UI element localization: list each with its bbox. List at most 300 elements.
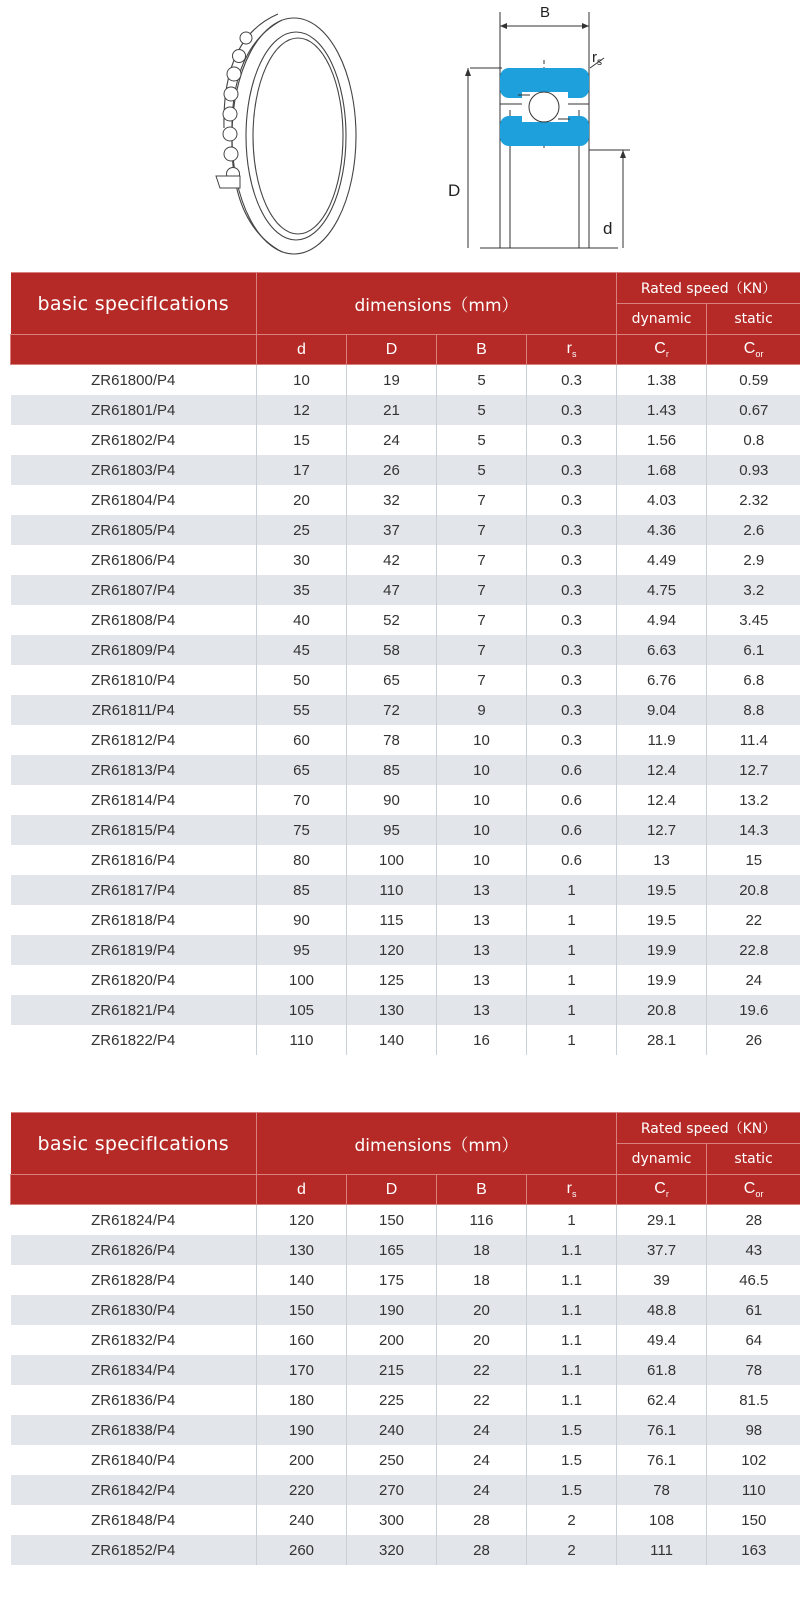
cell-B: 18 xyxy=(437,1265,527,1295)
cell-dynamic: 61.8 xyxy=(617,1355,707,1385)
cell-dynamic: 49.4 xyxy=(617,1325,707,1355)
cell-B: 5 xyxy=(437,455,527,485)
cell-static: 22.8 xyxy=(707,935,800,965)
cell-d: 140 xyxy=(257,1265,347,1295)
cell-D: 78 xyxy=(347,725,437,755)
cell-spec: ZR61810/P4 xyxy=(11,665,257,695)
cell-rs: 1.5 xyxy=(527,1475,617,1505)
cell-B: 24 xyxy=(437,1445,527,1475)
label-rs: $r_s$ xyxy=(592,49,602,68)
cell-static: 110 xyxy=(707,1475,800,1505)
table-row xyxy=(11,755,800,785)
cell-spec: ZR61812/P4 xyxy=(11,725,257,755)
cell-rs: 0.3 xyxy=(527,605,617,635)
cell-dynamic: 28.1 xyxy=(617,1025,707,1055)
header-col-D: D xyxy=(347,335,437,365)
cell-d: 200 xyxy=(257,1445,347,1475)
cell-D: 32 xyxy=(347,485,437,515)
table-row xyxy=(11,905,800,935)
cell-D: 120 xyxy=(347,935,437,965)
cell-static: 0.67 xyxy=(707,395,800,425)
cell-D: 95 xyxy=(347,815,437,845)
cell-spec: ZR61832/P4 xyxy=(11,1325,257,1355)
cell-spec: ZR61840/P4 xyxy=(11,1445,257,1475)
cell-D: 21 xyxy=(347,395,437,425)
cell-rs: 0.3 xyxy=(527,635,617,665)
cell-spec: ZR61806/P4 xyxy=(11,545,257,575)
cell-rs: 0.3 xyxy=(527,545,617,575)
spec-table-1 xyxy=(10,272,800,1055)
header-col-cr: $C_r$ xyxy=(617,1175,707,1205)
table-row xyxy=(11,1025,800,1055)
cell-rs: 0.3 xyxy=(527,365,617,396)
table-row xyxy=(11,575,800,605)
cell-rs: 1.5 xyxy=(527,1445,617,1475)
cell-B: 116 xyxy=(437,1205,527,1236)
cell-dynamic: 6.63 xyxy=(617,635,707,665)
header-col-cor: $C_{or}$ xyxy=(707,335,800,365)
cell-d: 120 xyxy=(257,1205,347,1236)
cell-dynamic: 13 xyxy=(617,845,707,875)
cell-static: 14.3 xyxy=(707,815,800,845)
cell-dynamic: 39 xyxy=(617,1265,707,1295)
cell-D: 150 xyxy=(347,1205,437,1236)
cell-B: 22 xyxy=(437,1355,527,1385)
cell-D: 100 xyxy=(347,845,437,875)
table-row xyxy=(11,785,800,815)
cell-d: 17 xyxy=(257,455,347,485)
cell-static: 0.59 xyxy=(707,365,800,396)
cell-B: 7 xyxy=(437,575,527,605)
cell-rs: 0.6 xyxy=(527,815,617,845)
cell-dynamic: 76.1 xyxy=(617,1415,707,1445)
cell-dynamic: 19.5 xyxy=(617,905,707,935)
cell-d: 70 xyxy=(257,785,347,815)
cell-dynamic: 4.36 xyxy=(617,515,707,545)
cell-d: 105 xyxy=(257,995,347,1025)
cell-rs: 0.3 xyxy=(527,515,617,545)
bearing-cross-section-diagram xyxy=(440,0,650,262)
table-row xyxy=(11,665,800,695)
cell-D: 225 xyxy=(347,1385,437,1415)
cell-static: 81.5 xyxy=(707,1385,800,1415)
cell-spec: ZR61830/P4 xyxy=(11,1295,257,1325)
cell-D: 85 xyxy=(347,755,437,785)
cell-static: 24 xyxy=(707,965,800,995)
cell-d: 80 xyxy=(257,845,347,875)
cell-rs: 0.3 xyxy=(527,725,617,755)
cell-dynamic: 12.4 xyxy=(617,785,707,815)
cell-B: 5 xyxy=(437,395,527,425)
table-row xyxy=(11,845,800,875)
cell-d: 45 xyxy=(257,635,347,665)
cell-spec: ZR61801/P4 xyxy=(11,395,257,425)
cell-static: 28 xyxy=(707,1205,800,1236)
cell-static: 43 xyxy=(707,1235,800,1265)
cell-d: 85 xyxy=(257,875,347,905)
cell-d: 95 xyxy=(257,935,347,965)
cell-B: 10 xyxy=(437,845,527,875)
cell-B: 18 xyxy=(437,1235,527,1265)
cell-d: 90 xyxy=(257,905,347,935)
header-spec-blank xyxy=(11,335,257,365)
cell-spec: ZR61822/P4 xyxy=(11,1025,257,1055)
cell-B: 7 xyxy=(437,665,527,695)
cell-rs: 1.1 xyxy=(527,1265,617,1295)
cell-D: 58 xyxy=(347,635,437,665)
cell-d: 100 xyxy=(257,965,347,995)
cell-dynamic: 1.43 xyxy=(617,395,707,425)
cell-dynamic: 19.5 xyxy=(617,875,707,905)
table-row xyxy=(11,395,800,425)
header-col-B: B xyxy=(437,335,527,365)
cell-d: 180 xyxy=(257,1385,347,1415)
cell-rs: 1 xyxy=(527,875,617,905)
cell-B: 28 xyxy=(437,1505,527,1535)
cell-spec: ZR61815/P4 xyxy=(11,815,257,845)
table-row xyxy=(11,1235,800,1265)
cell-rs: 1.1 xyxy=(527,1295,617,1325)
cell-D: 26 xyxy=(347,455,437,485)
cell-spec: ZR61852/P4 xyxy=(11,1535,257,1565)
cell-rs: 1.1 xyxy=(527,1385,617,1415)
cell-B: 7 xyxy=(437,545,527,575)
table-row xyxy=(11,935,800,965)
cell-B: 7 xyxy=(437,635,527,665)
table-row xyxy=(11,1535,800,1565)
cell-D: 240 xyxy=(347,1415,437,1445)
cell-D: 90 xyxy=(347,785,437,815)
cell-spec: ZR61842/P4 xyxy=(11,1475,257,1505)
cell-d: 190 xyxy=(257,1415,347,1445)
cell-spec: ZR61821/P4 xyxy=(11,995,257,1025)
cell-D: 72 xyxy=(347,695,437,725)
table-row xyxy=(11,875,800,905)
cell-rs: 0.3 xyxy=(527,485,617,515)
cell-D: 250 xyxy=(347,1445,437,1475)
cell-B: 24 xyxy=(437,1475,527,1505)
header-col-cr: $C_r$ xyxy=(617,335,707,365)
cell-static: 163 xyxy=(707,1535,800,1565)
cell-d: 10 xyxy=(257,365,347,396)
table-row xyxy=(11,1505,800,1535)
cell-dynamic: 1.56 xyxy=(617,425,707,455)
cell-d: 40 xyxy=(257,605,347,635)
cell-spec: ZR61814/P4 xyxy=(11,785,257,815)
cell-D: 37 xyxy=(347,515,437,545)
header-rated-speed: Rated speed（KN） xyxy=(617,273,800,304)
label-d: d xyxy=(603,219,613,238)
cell-spec: ZR61805/P4 xyxy=(11,515,257,545)
table-row xyxy=(11,485,800,515)
cell-rs: 1.5 xyxy=(527,1415,617,1445)
cell-spec: ZR61838/P4 xyxy=(11,1415,257,1445)
cell-static: 3.45 xyxy=(707,605,800,635)
cell-dynamic: 78 xyxy=(617,1475,707,1505)
cell-dynamic: 11.9 xyxy=(617,725,707,755)
cell-rs: 0.3 xyxy=(527,695,617,725)
cell-B: 20 xyxy=(437,1295,527,1325)
cell-rs: 0.3 xyxy=(527,455,617,485)
cell-rs: 1 xyxy=(527,965,617,995)
table-row xyxy=(11,515,800,545)
cell-dynamic: 108 xyxy=(617,1505,707,1535)
cell-d: 35 xyxy=(257,575,347,605)
cell-d: 170 xyxy=(257,1355,347,1385)
cell-rs: 1 xyxy=(527,1205,617,1236)
cell-static: 6.8 xyxy=(707,665,800,695)
table-row xyxy=(11,1355,800,1385)
cell-d: 110 xyxy=(257,1025,347,1055)
cell-spec: ZR61820/P4 xyxy=(11,965,257,995)
table-row xyxy=(11,1265,800,1295)
cell-D: 175 xyxy=(347,1265,437,1295)
cell-spec: ZR61828/P4 xyxy=(11,1265,257,1295)
cell-D: 200 xyxy=(347,1325,437,1355)
cell-rs: 0.3 xyxy=(527,665,617,695)
cell-static: 11.4 xyxy=(707,725,800,755)
cell-B: 10 xyxy=(437,725,527,755)
cell-spec: ZR61800/P4 xyxy=(11,365,257,396)
cell-B: 13 xyxy=(437,965,527,995)
cell-D: 42 xyxy=(347,545,437,575)
header-col-rs: $r_s$ xyxy=(527,1175,617,1205)
cell-dynamic: 29.1 xyxy=(617,1205,707,1236)
cell-B: 13 xyxy=(437,905,527,935)
cell-B: 20 xyxy=(437,1325,527,1355)
cell-dynamic: 76.1 xyxy=(617,1445,707,1475)
table-row xyxy=(11,1295,800,1325)
header-basic-specifications: basic specifIcations xyxy=(11,1113,257,1175)
cell-spec: ZR61817/P4 xyxy=(11,875,257,905)
table-row xyxy=(11,1325,800,1355)
cell-rs: 2 xyxy=(527,1535,617,1565)
cell-D: 110 xyxy=(347,875,437,905)
cell-B: 10 xyxy=(437,785,527,815)
cell-dynamic: 62.4 xyxy=(617,1385,707,1415)
cell-dynamic: 19.9 xyxy=(617,965,707,995)
cell-d: 240 xyxy=(257,1505,347,1535)
cell-dynamic: 12.7 xyxy=(617,815,707,845)
cell-dynamic: 6.76 xyxy=(617,665,707,695)
cell-static: 2.32 xyxy=(707,485,800,515)
table-1-body xyxy=(11,365,800,1056)
cell-dynamic: 1.68 xyxy=(617,455,707,485)
table-row xyxy=(11,365,800,396)
cell-rs: 1 xyxy=(527,935,617,965)
cell-static: 2.9 xyxy=(707,545,800,575)
cell-dynamic: 19.9 xyxy=(617,935,707,965)
header-col-rs: $r_s$ xyxy=(527,335,617,365)
cell-B: 7 xyxy=(437,485,527,515)
table-row xyxy=(11,1445,800,1475)
cell-dynamic: 48.8 xyxy=(617,1295,707,1325)
table-row xyxy=(11,1385,800,1415)
cell-spec: ZR61836/P4 xyxy=(11,1385,257,1415)
label-D: D xyxy=(448,181,461,200)
cell-B: 9 xyxy=(437,695,527,725)
header-rated-speed: Rated speed（KN） xyxy=(617,1113,800,1144)
cell-static: 2.6 xyxy=(707,515,800,545)
cell-spec: ZR61834/P4 xyxy=(11,1355,257,1385)
cell-D: 130 xyxy=(347,995,437,1025)
cell-D: 270 xyxy=(347,1475,437,1505)
cell-static: 15 xyxy=(707,845,800,875)
cell-dynamic: 4.49 xyxy=(617,545,707,575)
cell-D: 215 xyxy=(347,1355,437,1385)
cell-spec: ZR61802/P4 xyxy=(11,425,257,455)
cell-static: 78 xyxy=(707,1355,800,1385)
table-row xyxy=(11,695,800,725)
table-row xyxy=(11,1205,800,1236)
header-basic-specifications: basic specifIcations xyxy=(11,273,257,335)
cell-B: 10 xyxy=(437,815,527,845)
figure-area xyxy=(0,0,800,270)
header-col-cor: $C_{or}$ xyxy=(707,1175,800,1205)
header-col-d: d xyxy=(257,1175,347,1205)
cell-static: 26 xyxy=(707,1025,800,1055)
cell-B: 7 xyxy=(437,605,527,635)
cell-static: 0.93 xyxy=(707,455,800,485)
cell-d: 150 xyxy=(257,1295,347,1325)
cell-D: 190 xyxy=(347,1295,437,1325)
cell-rs: 1.1 xyxy=(527,1325,617,1355)
cell-static: 102 xyxy=(707,1445,800,1475)
cell-spec: ZR61816/P4 xyxy=(11,845,257,875)
cell-B: 5 xyxy=(437,365,527,396)
header-col-D: D xyxy=(347,1175,437,1205)
cell-rs: 0.6 xyxy=(527,755,617,785)
cell-rs: 1.1 xyxy=(527,1355,617,1385)
cell-static: 20.8 xyxy=(707,875,800,905)
table-row xyxy=(11,815,800,845)
cell-d: 55 xyxy=(257,695,347,725)
cell-dynamic: 20.8 xyxy=(617,995,707,1025)
header-col-d: d xyxy=(257,335,347,365)
table-row xyxy=(11,995,800,1025)
cell-static: 8.8 xyxy=(707,695,800,725)
cell-d: 220 xyxy=(257,1475,347,1505)
cell-static: 22 xyxy=(707,905,800,935)
cell-B: 16 xyxy=(437,1025,527,1055)
cell-dynamic: 1.38 xyxy=(617,365,707,396)
cell-D: 65 xyxy=(347,665,437,695)
table-row xyxy=(11,1475,800,1505)
cell-rs: 1 xyxy=(527,995,617,1025)
cell-d: 65 xyxy=(257,755,347,785)
cell-D: 47 xyxy=(347,575,437,605)
cell-static: 150 xyxy=(707,1505,800,1535)
cell-static: 61 xyxy=(707,1295,800,1325)
spec-table-2 xyxy=(10,1112,800,1565)
cell-dynamic: 4.75 xyxy=(617,575,707,605)
cell-rs: 1 xyxy=(527,1025,617,1055)
table-row xyxy=(11,725,800,755)
cell-static: 46.5 xyxy=(707,1265,800,1295)
cell-B: 13 xyxy=(437,935,527,965)
cell-spec: ZR61808/P4 xyxy=(11,605,257,635)
header-dynamic: dynamic xyxy=(617,1144,707,1175)
cell-static: 6.1 xyxy=(707,635,800,665)
cell-spec: ZR61813/P4 xyxy=(11,755,257,785)
cell-B: 5 xyxy=(437,425,527,455)
cell-static: 64 xyxy=(707,1325,800,1355)
cell-B: 28 xyxy=(437,1535,527,1565)
table-row xyxy=(11,545,800,575)
cell-d: 75 xyxy=(257,815,347,845)
cell-d: 160 xyxy=(257,1325,347,1355)
cell-spec: ZR61826/P4 xyxy=(11,1235,257,1265)
cell-d: 25 xyxy=(257,515,347,545)
header-static: static xyxy=(707,304,800,335)
cell-d: 130 xyxy=(257,1235,347,1265)
cell-d: 30 xyxy=(257,545,347,575)
cell-spec: ZR61807/P4 xyxy=(11,575,257,605)
cell-B: 22 xyxy=(437,1385,527,1415)
cell-spec: ZR61824/P4 xyxy=(11,1205,257,1236)
table-row xyxy=(11,455,800,485)
cell-rs: 0.3 xyxy=(527,575,617,605)
cell-d: 260 xyxy=(257,1535,347,1565)
table-row xyxy=(11,965,800,995)
cell-rs: 0.6 xyxy=(527,785,617,815)
cell-B: 7 xyxy=(437,515,527,545)
cell-static: 12.7 xyxy=(707,755,800,785)
cell-D: 52 xyxy=(347,605,437,635)
cell-dynamic: 9.04 xyxy=(617,695,707,725)
cell-B: 24 xyxy=(437,1415,527,1445)
label-B: B xyxy=(540,4,551,21)
cell-d: 12 xyxy=(257,395,347,425)
cell-static: 0.8 xyxy=(707,425,800,455)
cell-spec: ZR61809/P4 xyxy=(11,635,257,665)
cell-dynamic: 4.03 xyxy=(617,485,707,515)
table-row xyxy=(11,1415,800,1445)
table-2-body xyxy=(11,1205,800,1566)
cell-rs: 0.3 xyxy=(527,395,617,425)
bearing-3d-illustration xyxy=(212,8,362,258)
cell-dynamic: 12.4 xyxy=(617,755,707,785)
cell-d: 15 xyxy=(257,425,347,455)
cell-d: 50 xyxy=(257,665,347,695)
cell-B: 10 xyxy=(437,755,527,785)
cell-d: 20 xyxy=(257,485,347,515)
cell-dynamic: 4.94 xyxy=(617,605,707,635)
cell-rs: 0.3 xyxy=(527,425,617,455)
cell-D: 165 xyxy=(347,1235,437,1265)
cell-static: 3.2 xyxy=(707,575,800,605)
cell-dynamic: 37.7 xyxy=(617,1235,707,1265)
cell-static: 98 xyxy=(707,1415,800,1445)
cell-static: 19.6 xyxy=(707,995,800,1025)
cell-rs: 2 xyxy=(527,1505,617,1535)
cell-D: 115 xyxy=(347,905,437,935)
table-row xyxy=(11,635,800,665)
cell-dynamic: 111 xyxy=(617,1535,707,1565)
cell-B: 13 xyxy=(437,875,527,905)
cell-spec: ZR61818/P4 xyxy=(11,905,257,935)
cell-B: 13 xyxy=(437,995,527,1025)
cell-rs: 1.1 xyxy=(527,1235,617,1265)
table-row xyxy=(11,425,800,455)
cell-spec: ZR61804/P4 xyxy=(11,485,257,515)
cell-d: 60 xyxy=(257,725,347,755)
cell-D: 24 xyxy=(347,425,437,455)
table-row xyxy=(11,605,800,635)
header-static: static xyxy=(707,1144,800,1175)
cell-spec: ZR61848/P4 xyxy=(11,1505,257,1535)
cell-D: 300 xyxy=(347,1505,437,1535)
